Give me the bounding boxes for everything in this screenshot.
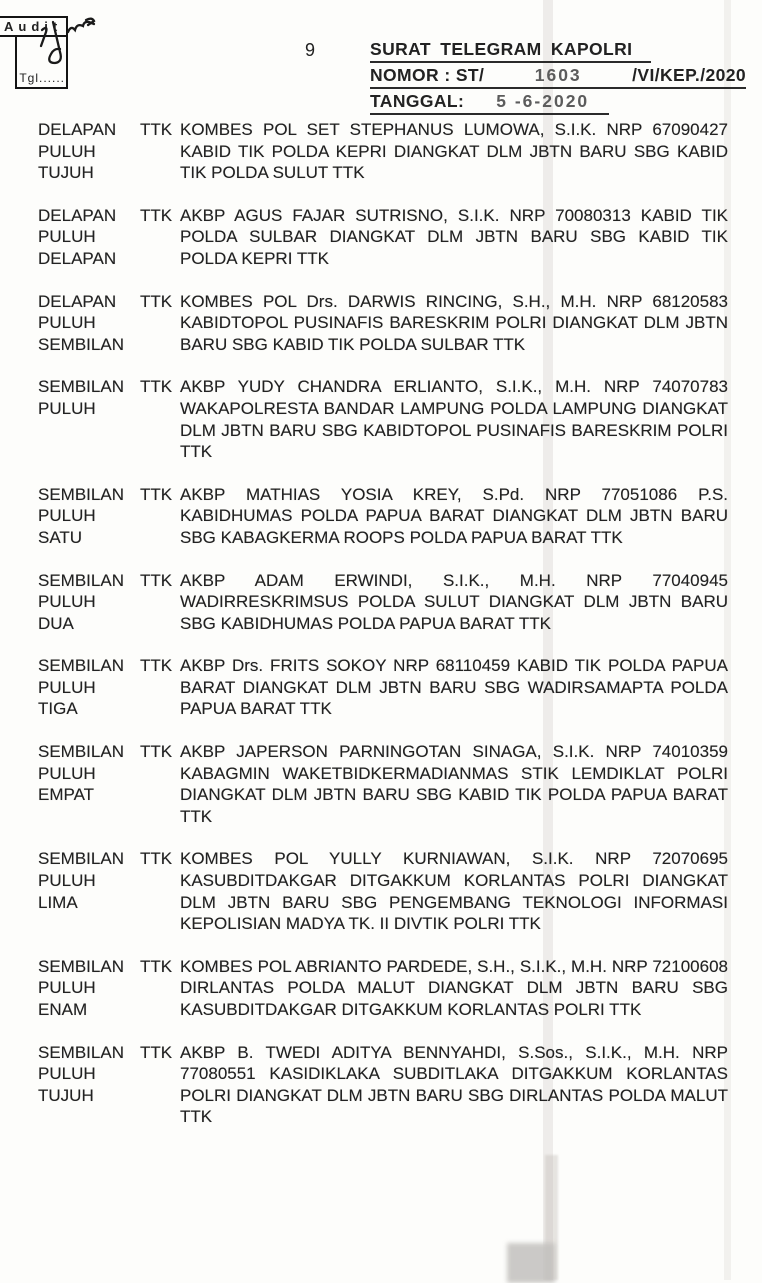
telegram-entry bbox=[38, 956, 728, 1021]
page-number: 9 bbox=[305, 40, 316, 60]
audit-stamp-left-cell bbox=[0, 37, 17, 89]
entry-body-text: AKBP JAPERSON PARNINGOTAN SINAGA, S.I.K. NRP 74010359 KABAGMIN WAKETBIDKERMADIANMAS STIK LEMDIKLAT POLRI DIANGKAT DLM JBTN BARU SBG KABID TIK POLDA PAPUA BARAT TTK bbox=[180, 742, 728, 826]
entry-number-word: DELAPAN bbox=[38, 248, 117, 268]
entry-ttk-separator: TTK bbox=[140, 570, 173, 590]
telegram-number-suffix: /VI/KEP./2020 bbox=[632, 65, 746, 85]
entry-number-word: DELAPAN bbox=[38, 205, 117, 225]
entry-number-word: ENAM bbox=[38, 1000, 88, 1019]
scan-shadow-band bbox=[507, 1243, 555, 1283]
entry-ttk-separator: TTK bbox=[140, 120, 173, 139]
telegram-entry bbox=[38, 205, 728, 270]
audit-stamp-label: Audit bbox=[0, 16, 68, 37]
entry-number-word: SEMBILAN bbox=[38, 742, 124, 762]
entry-number-word: DELAPAN bbox=[38, 120, 117, 139]
entry-ttk-separator: TTK bbox=[140, 205, 173, 225]
entry-number-word: PULUH bbox=[38, 871, 96, 891]
entry-list bbox=[38, 119, 728, 1149]
entry-body-text: KOMBES POL SET STEPHANUS LUMOWA, S.I.K. NRP 67090427 KABID TIK POLDA KEPRI DIANGKAT DLM JBTN BARU SBG KABID TIK POLDA SULUT TTK bbox=[180, 120, 728, 183]
telegram-entry bbox=[38, 291, 728, 356]
entry-number-word: TUJUH bbox=[38, 163, 94, 183]
entry-body-text: AKBP B. TWEDI ADITYA BENNYAHDI, S.Sos., S.I.K., M.H. NRP 77080551 KASIDIKLAKA SUBDITLAKA DITGAKKUM KORLANTAS POLRI DIANGKAT DLM JBTN BARU SBG DIRLANTAS POLDA MALUT TTK bbox=[180, 1042, 728, 1127]
entry-body-text: AKBP ADAM ERWINDI, S.I.K., M.H. NRP 77040945 WADIRRESKRIMSUS POLDA SULUT DIANGKAT DLM JBTN BARU SBG KABIDHUMAS POLDA PAPUA BARAT TTK bbox=[180, 570, 728, 633]
telegram-header bbox=[370, 39, 746, 117]
telegram-date-line bbox=[370, 91, 609, 115]
entry-body-text: AKBP AGUS FAJAR SUTRISNO, S.I.K. NRP 70080313 KABID TIK POLDA SULBAR DIANGKAT DLM JBTN BARU SBG KABID TIK POLDA KEPRI TTK bbox=[180, 205, 728, 268]
entry-number-words bbox=[38, 484, 140, 549]
entry-number-words bbox=[38, 570, 140, 635]
entry-number-word: PULUH bbox=[38, 978, 96, 998]
telegram-number-prefix: NOMOR : ST/ bbox=[370, 65, 485, 85]
entry-ttk-separator: TTK bbox=[140, 742, 173, 762]
entry-number-word: SATU bbox=[38, 527, 83, 547]
telegram-entry bbox=[38, 484, 728, 549]
entry-ttk-separator: TTK bbox=[140, 291, 173, 311]
entry-number-word: PULUH bbox=[38, 1064, 96, 1084]
entry-number-words bbox=[38, 741, 140, 827]
entry-number-words bbox=[38, 376, 140, 462]
telegram-entry bbox=[38, 570, 728, 635]
telegram-entry bbox=[38, 1042, 728, 1128]
entry-number-word: PULUH bbox=[38, 398, 96, 418]
telegram-entry bbox=[38, 848, 728, 934]
entry-body-text: KOMBES POL ABRIANTO PARDEDE, S.H., S.I.K., M.H. NRP 72100608 DIRLANTAS POLDA MALUT DIANGKAT DLM JBTN BARU SBG KASUBDITDAKGAR DITGAKKUM KORLANTAS POLRI TTK bbox=[180, 956, 728, 1019]
entry-body-text: KOMBES POL YULLY KURNIAWAN, S.I.K. NRP 72070695 KASUBDITDAKGAR DITGAKKUM KORLANTAS POLRI DIANGKAT DLM JBTN BARU SBG PENGEMBANG TEKNOLOGI INFORMASI KEPOLISIAN MADYA TK. II DIVTIK POLRI TTK bbox=[180, 849, 728, 934]
telegram-entry bbox=[38, 655, 728, 720]
entry-number-words bbox=[38, 956, 140, 1021]
telegram-number-line bbox=[370, 65, 746, 89]
entry-number-word: PULUH bbox=[38, 227, 96, 247]
entry-number-word: PULUH bbox=[38, 313, 96, 333]
entry-number-words bbox=[38, 291, 140, 356]
entry-number-word: SEMBILAN bbox=[38, 484, 124, 504]
entry-ttk-separator: TTK bbox=[140, 484, 173, 504]
telegram-number-value: 1603 bbox=[534, 65, 582, 85]
entry-ttk-separator: TTK bbox=[140, 849, 173, 869]
entry-number-word: PULUH bbox=[38, 592, 96, 612]
telegram-title: SURAT TELEGRAM KAPOLRI bbox=[370, 39, 651, 63]
entry-number-word: PULUH bbox=[38, 506, 96, 526]
entry-number-word: SEMBILAN bbox=[38, 570, 124, 590]
entry-ttk-separator: TTK bbox=[140, 656, 173, 676]
entry-body-text: AKBP YUDY CHANDRA ERLIANTO, S.I.K., M.H. NRP 74070783 WAKAPOLRESTA BANDAR LAMPUNG POLDA LAMPUNG DIANGKAT DLM JBTN BARU SBG KABIDTOPOL PUSINAFIS BARESKRIM POLRI TTK bbox=[180, 377, 728, 462]
entry-number-words bbox=[38, 1042, 140, 1128]
entry-number-word: PULUH bbox=[38, 763, 96, 783]
entry-number-word: LIMA bbox=[38, 892, 78, 912]
entry-number-word: PULUH bbox=[38, 677, 96, 697]
entry-number-word: SEMBILAN bbox=[38, 956, 124, 976]
entry-number-word: SEMBILAN bbox=[38, 1042, 124, 1062]
entry-ttk-separator: TTK bbox=[140, 1042, 173, 1062]
telegram-entry bbox=[38, 741, 728, 827]
audit-stamp-date-label: Tgl...... bbox=[17, 37, 68, 89]
entry-ttk-separator: TTK bbox=[140, 956, 173, 976]
entry-number-words bbox=[38, 205, 140, 270]
entry-number-word: SEMBILAN bbox=[38, 377, 124, 397]
entry-number-word: TUJUH bbox=[38, 1085, 94, 1105]
entry-number-word: EMPAT bbox=[38, 785, 95, 805]
entry-number-word: SEMBILAN bbox=[38, 656, 124, 676]
entry-number-word: TIGA bbox=[38, 699, 78, 719]
entry-number-word: DUA bbox=[38, 613, 74, 633]
entry-number-word: SEMBILAN bbox=[38, 334, 124, 354]
entry-body-text: AKBP MATHIAS YOSIA KREY, S.Pd. NRP 77051086 P.S. KABIDHUMAS POLDA PAPUA BARAT DIANGKAT DLM JBTN BARU SBG KABAGKERMA ROOPS POLDA PAPUA BARAT TTK bbox=[180, 484, 728, 547]
entry-number-words bbox=[38, 848, 140, 934]
audit-stamp bbox=[0, 16, 68, 89]
telegram-date-value: 5 -6-2020 bbox=[496, 91, 590, 111]
entry-number-word: SEMBILAN bbox=[38, 849, 124, 869]
entry-body-text: KOMBES POL Drs. DARWIS RINCING, S.H., M.H. NRP 68120583 KABIDTOPOL PUSINAFIS BARESKRIM POLRI DIANGKAT DLM JBTN BARU SBG KABID TIK POLDA SULBAR TTK bbox=[180, 291, 728, 354]
entry-body-text: AKBP Drs. FRITS SOKOY NRP 68110459 KABID TIK POLDA PAPUA BARAT DIANGKAT DLM JBTN BARU SBG WADIRSAMAPTA POLDA PAPUA BARAT TTK bbox=[180, 656, 728, 719]
telegram-entry bbox=[38, 376, 728, 462]
entry-number-word: PULUH bbox=[38, 141, 96, 161]
telegram-entry bbox=[38, 119, 728, 184]
telegram-date-label: TANGGAL: bbox=[370, 91, 465, 111]
entry-number-words bbox=[38, 119, 140, 184]
entry-ttk-separator: TTK bbox=[140, 377, 173, 397]
entry-number-words bbox=[38, 655, 140, 720]
entry-number-word: DELAPAN bbox=[38, 291, 117, 311]
